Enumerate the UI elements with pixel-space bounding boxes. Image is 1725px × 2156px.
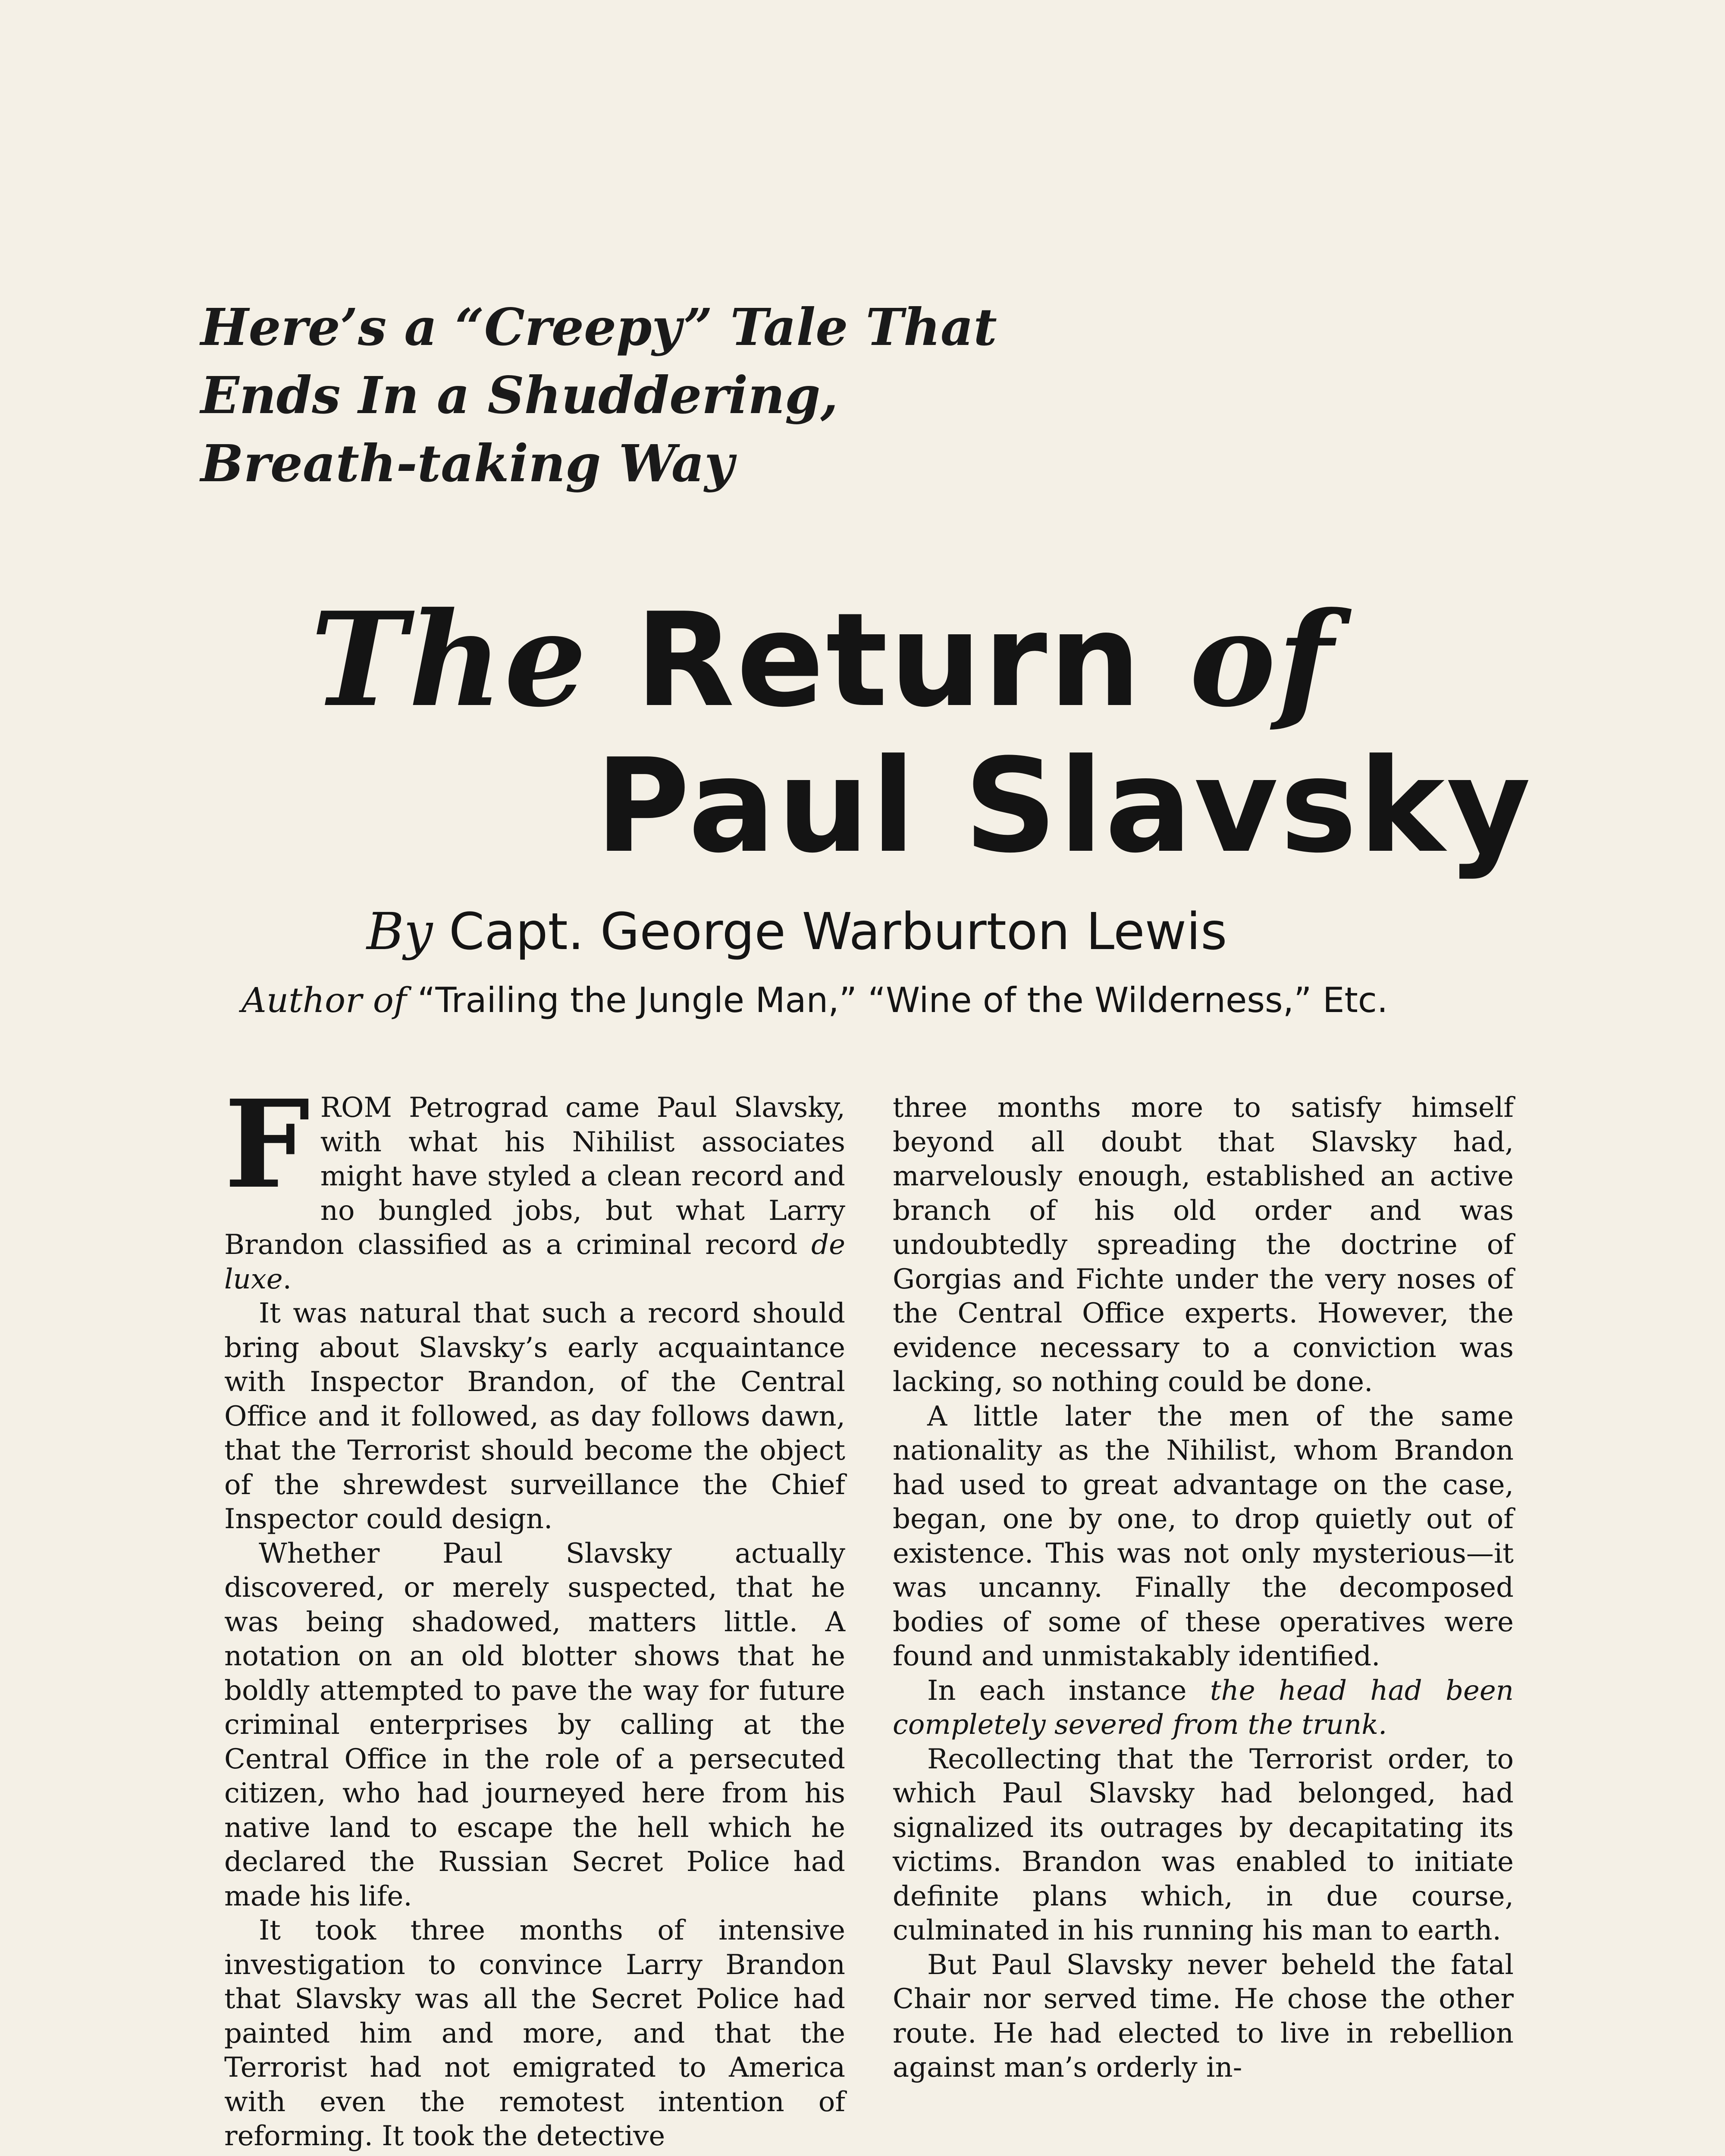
- title-line-1: [310, 583, 1335, 736]
- paragraph-text-end: .: [282, 1263, 292, 1295]
- paragraph-text: ROM Petrograd came Paul Slavsky, with what his Nihilist associates might have styled a clean record and no bungled jobs, but what Larry Brandon classified as a criminal record: [224, 1092, 845, 1261]
- teaser-line-2: Ends In a Shuddering,: [201, 365, 838, 425]
- article-paragraph: Recollecting that the Terrorist order, to which Paul Slavsky had belonged, had signalized its outrages by decapitating its victims. Brandon was enabled to initiate definite plans which, in due course, culminated in his running his man to earth.: [893, 1743, 1514, 1946]
- byline: [367, 901, 1227, 962]
- teaser-line-1: Here’s a “Creepy” Tale That: [201, 297, 997, 357]
- teaser-line-3: Breath-taking Way: [201, 433, 734, 493]
- author-credits: [242, 979, 1388, 1022]
- article-paragraph: It was natural that such a record should bring about Slavsky’s early acquaintance with Inspector Brandon, of the Central Office and it followed, as day follows dawn, that the Terrorist should become the object of the shrewdest surveillance the Chief Inspector could design.: [224, 1297, 845, 1535]
- article-paragraph: three months more to satisfy himself beyond all doubt that Slavsky had, marvelously enough, established an active branch of his old order and was undoubtedly spreading the doctrine of Gorgias and Fichte under the very noses of the Central Office experts. However, the evidence necessary to a conviction was lacking, so nothing could be done.: [893, 1092, 1514, 1398]
- title-word-the: The: [310, 583, 589, 736]
- article-paragraph: A little later the men of the same nationality as the Nihilist, whom Brandon had used to great advantage on the case, began, one by one, to drop quietly out of existence. This was not only mysterious—it was uncanny. Finally the decomposed bodies of some of these operatives were found and unmistakably identified.: [893, 1400, 1514, 1672]
- article-column-left: [224, 1074, 845, 2154]
- article-paragraph: [893, 1674, 1514, 1742]
- author-of-label: Author of: [242, 980, 407, 1020]
- paragraph-text: In each instance: [927, 1674, 1210, 1707]
- article-column-right: [893, 1091, 1514, 2085]
- byline-by: By: [367, 902, 433, 961]
- title-word-of: of: [1189, 583, 1335, 736]
- title-word-return: Return: [635, 585, 1143, 736]
- article-paragraph: It took three months of intensive investigation to convince Larry Brandon that Slavsky was all the Secret Police had painted him and more, and that the Terrorist had not emigrated to America with even the remotest intention of reforming. It took the detective: [224, 1915, 845, 2152]
- paragraph-italic-text: de luxe: [224, 1229, 845, 1295]
- article-paragraph: Whether Paul Slavsky actually discovered, or merely suspected, that he was being shadowed, matters little. A notation on an old blotter shows that he boldly attempted to pave the way for future criminal enterprises by calling at the Central Office in the role of a persecuted citizen, who had journeyed here from his native land to escape the hell which he declared the Russian Secret Police had made his life.: [224, 1537, 845, 1912]
- teaser-headline: [201, 293, 1236, 498]
- article-paragraph: But Paul Slavsky never beheld the fatal Chair nor served time. He chose the other route. He had elected to live in rebellion against man’s orderly in-: [893, 1949, 1514, 2084]
- title-line-2: Paul Slavsky: [595, 731, 1533, 881]
- drop-cap: F: [224, 1074, 310, 1216]
- byline-author: Capt. George Warburton Lewis: [448, 902, 1227, 961]
- paragraph-italic-text: the head had been completely severed from the trunk.: [893, 1674, 1514, 1741]
- author-of-works: “Trailing the Jungle Man,” “Wine of the Wilderness,” Etc.: [417, 980, 1388, 1020]
- article-paragraph: [224, 1074, 845, 1297]
